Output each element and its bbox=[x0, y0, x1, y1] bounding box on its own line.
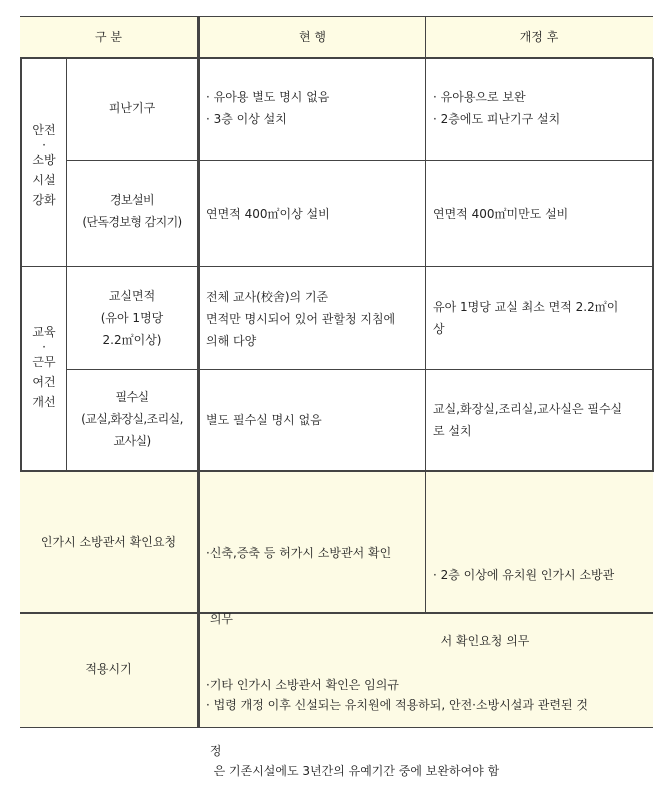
text-line: 로 설치 bbox=[433, 424, 472, 438]
text-line: 정 bbox=[206, 744, 222, 758]
text-line: · 3층 이상 설치 bbox=[206, 112, 287, 126]
revised-alarm: 연면적 400㎡미만도 설비 bbox=[433, 207, 569, 221]
row-divider bbox=[66, 160, 653, 161]
group-label-line: 여건 bbox=[32, 375, 56, 389]
sub-label-required-rooms bbox=[67, 386, 197, 452]
text-line: · 법령 개정 이후 신설되는 유치원에 적용하되, 안전·소방시설과 관련된 것 bbox=[206, 698, 588, 712]
current-alarm: 연면적 400㎡이상 설비 bbox=[206, 207, 330, 221]
top-border bbox=[20, 16, 653, 17]
effective-label: 적용시기 bbox=[85, 662, 132, 676]
text-line: 상 bbox=[433, 322, 445, 336]
permit-label: 인가시 소방관서 확인요청 bbox=[40, 535, 177, 549]
group-label-line: 교육 bbox=[32, 325, 56, 339]
header-current: 현 행 bbox=[299, 30, 326, 44]
text-line: (유아 1명당 bbox=[100, 311, 164, 325]
header-revised: 개정 후 bbox=[519, 30, 559, 44]
revised-classroom-area bbox=[433, 296, 618, 340]
revised-evacuation bbox=[433, 86, 560, 130]
text-line: 교사실) bbox=[113, 434, 151, 448]
category-column-border bbox=[197, 16, 200, 728]
text-line: 유아 1명당 교실 최소 면적 2.2㎡이 bbox=[433, 300, 619, 314]
text-line: 필수실 bbox=[115, 390, 149, 404]
group-label-line: 개선 bbox=[32, 395, 56, 409]
row-divider bbox=[66, 369, 653, 370]
group-label-education bbox=[22, 322, 66, 412]
text-line: (단독경보형 감지기) bbox=[82, 215, 182, 229]
text-line: 교실면적 bbox=[108, 289, 156, 303]
revised-required-rooms bbox=[433, 398, 622, 442]
current-evacuation bbox=[206, 86, 329, 130]
text-line: 면적만 명시되어 있어 관할청 지침에 bbox=[206, 312, 396, 326]
header-category: 구 분 bbox=[95, 30, 122, 44]
table-block-bottom bbox=[20, 470, 653, 472]
group-label-line: 시설 bbox=[32, 173, 56, 187]
text-line: 은 기존시설에도 3년간의 유예기간 중에 보완하여야 함 bbox=[206, 764, 500, 778]
text-line: ·기타 인가시 소방관서 확인은 임의규 bbox=[206, 678, 399, 692]
group-label-line: 소방 bbox=[32, 153, 56, 167]
current-column-border bbox=[425, 16, 426, 612]
sub-label-classroom-area bbox=[67, 285, 197, 351]
current-classroom-area bbox=[206, 286, 395, 352]
text-line: · 2층에도 피난기구 설치 bbox=[433, 112, 561, 126]
group-label-line: · bbox=[42, 138, 46, 152]
group-label-line: · bbox=[42, 340, 46, 354]
sub-label-alarm bbox=[67, 189, 197, 233]
text-line: (교실,화장실,조리실, bbox=[81, 412, 183, 426]
text-line: 전체 교사(校舍)의 기준 bbox=[206, 290, 329, 304]
effective-content bbox=[206, 650, 588, 804]
text-line: 2.2㎡이상) bbox=[102, 333, 162, 347]
text-line: ·신축,증축 등 허가시 소방관서 확인 bbox=[206, 546, 392, 560]
text-line: 교실,화장실,조리실,교사실은 필수실 bbox=[433, 402, 623, 416]
group-label-line: 안전 bbox=[32, 123, 56, 137]
group-divider bbox=[20, 266, 653, 267]
header-bottom-border bbox=[20, 57, 653, 59]
text-line: 경보설비 bbox=[110, 193, 154, 207]
sub-label-evacuation: 피난기구 bbox=[108, 101, 156, 115]
group-label-line: 강화 bbox=[32, 193, 56, 207]
current-required-rooms: 별도 필수실 명시 없음 bbox=[206, 413, 322, 427]
text-line: 의해 다양 bbox=[206, 334, 257, 348]
group-label-line: 근무 bbox=[32, 355, 56, 369]
text-line: · 유아용으로 보완 bbox=[433, 90, 526, 104]
group-label-safety bbox=[22, 120, 66, 210]
text-line: · 유아용 별도 명시 없음 bbox=[206, 90, 330, 104]
right-border-block bbox=[652, 58, 654, 472]
text-line: 의무 bbox=[206, 612, 233, 626]
text-line: · 2층 이상에 유치원 인가시 소방관 bbox=[433, 568, 615, 582]
text-line: 서 확인요청 의무 bbox=[433, 634, 530, 648]
